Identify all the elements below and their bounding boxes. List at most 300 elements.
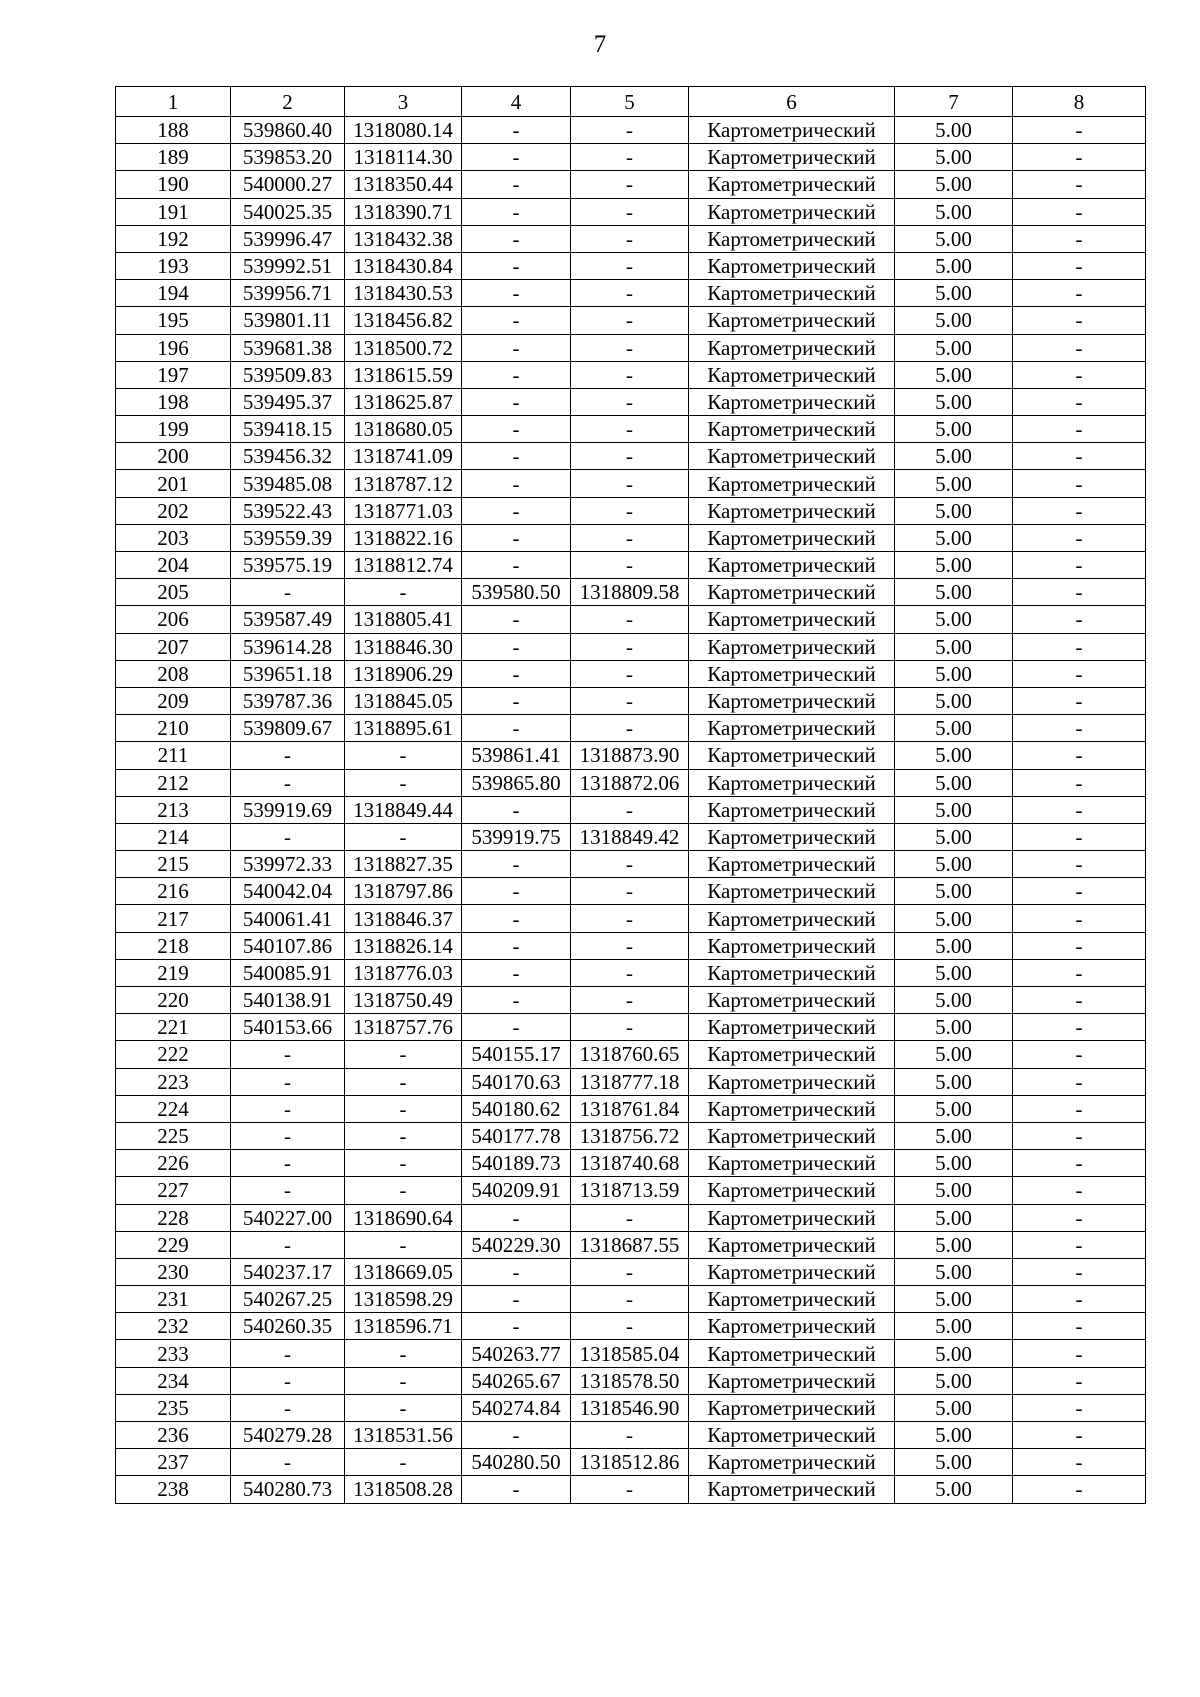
- table-cell: 206: [116, 606, 231, 633]
- table-cell: -: [462, 1476, 571, 1503]
- table-body: [116, 117, 1146, 1504]
- table-cell: 5.00: [895, 932, 1013, 959]
- table-cell: -: [462, 497, 571, 524]
- table-cell: -: [462, 171, 571, 198]
- table-cell: 1318849.44: [345, 796, 462, 823]
- table-cell: -: [462, 987, 571, 1014]
- table-cell: -: [345, 742, 462, 769]
- table-cell: 235: [116, 1394, 231, 1421]
- table-row: [116, 1367, 1146, 1394]
- table-cell: 5.00: [895, 280, 1013, 307]
- table-cell: 1318430.53: [345, 280, 462, 307]
- table-cell: 207: [116, 633, 231, 660]
- table-row: [116, 280, 1146, 307]
- table-cell: 539861.41: [462, 742, 571, 769]
- table-row: [116, 633, 1146, 660]
- table-cell: Картометрический: [689, 769, 895, 796]
- table-cell: 5.00: [895, 633, 1013, 660]
- table-cell: -: [462, 932, 571, 959]
- table-cell: 540189.73: [462, 1150, 571, 1177]
- table-cell: 539956.71: [231, 280, 345, 307]
- table-cell: 540267.25: [231, 1286, 345, 1313]
- table-cell: 196: [116, 334, 231, 361]
- table-row: [116, 1122, 1146, 1149]
- table-cell: -: [1013, 388, 1146, 415]
- table-cell: Картометрический: [689, 959, 895, 986]
- table-cell: -: [571, 606, 689, 633]
- table-cell: -: [231, 1068, 345, 1095]
- table-cell: -: [571, 905, 689, 932]
- table-cell: -: [231, 1150, 345, 1177]
- table-cell: 540155.17: [462, 1041, 571, 1068]
- table-cell: -: [345, 1095, 462, 1122]
- table-cell: 1318531.56: [345, 1422, 462, 1449]
- table-cell: 5.00: [895, 1367, 1013, 1394]
- table-cell: 214: [116, 823, 231, 850]
- table-cell: -: [1013, 1476, 1146, 1503]
- table-row: [116, 987, 1146, 1014]
- table-row: [116, 524, 1146, 551]
- table-cell: -: [571, 416, 689, 443]
- table-cell: 1318596.71: [345, 1313, 462, 1340]
- table-cell: 234: [116, 1367, 231, 1394]
- table-cell: 5.00: [895, 1394, 1013, 1421]
- table-cell: -: [571, 443, 689, 470]
- table-cell: 5.00: [895, 1286, 1013, 1313]
- table-cell: -: [231, 769, 345, 796]
- table-cell: -: [571, 878, 689, 905]
- table-cell: 539853.20: [231, 144, 345, 171]
- table-cell: -: [1013, 416, 1146, 443]
- table-cell: Картометрический: [689, 1122, 895, 1149]
- table-cell: Картометрический: [689, 1014, 895, 1041]
- table-cell: 190: [116, 171, 231, 198]
- table-cell: Картометрический: [689, 1394, 895, 1421]
- table-cell: 539522.43: [231, 497, 345, 524]
- table-cell: 1318873.90: [571, 742, 689, 769]
- table-cell: 540153.66: [231, 1014, 345, 1041]
- table-row: [116, 252, 1146, 279]
- table-cell: -: [1013, 987, 1146, 1014]
- table-cell: -: [571, 524, 689, 551]
- table-cell: -: [462, 715, 571, 742]
- table-cell: -: [345, 1122, 462, 1149]
- table-cell: Картометрический: [689, 117, 895, 144]
- table-row: [116, 1394, 1146, 1421]
- table-cell: -: [571, 851, 689, 878]
- table-cell: -: [1013, 1340, 1146, 1367]
- table-cell: -: [1013, 117, 1146, 144]
- table-cell: 540265.67: [462, 1367, 571, 1394]
- table-cell: 5.00: [895, 497, 1013, 524]
- table-cell: 1318080.14: [345, 117, 462, 144]
- table-cell: Картометрический: [689, 1177, 895, 1204]
- table-cell: 539809.67: [231, 715, 345, 742]
- table-cell: 1318508.28: [345, 1476, 462, 1503]
- table-cell: -: [1013, 1095, 1146, 1122]
- table-row: [116, 171, 1146, 198]
- table-cell: 193: [116, 252, 231, 279]
- table-cell: 229: [116, 1231, 231, 1258]
- table-cell: Картометрический: [689, 307, 895, 334]
- table-cell: -: [231, 1394, 345, 1421]
- table-cell: Картометрический: [689, 1313, 895, 1340]
- table-cell: -: [1013, 252, 1146, 279]
- table-cell: 5.00: [895, 959, 1013, 986]
- table-cell: Картометрический: [689, 552, 895, 579]
- table-cell: 5.00: [895, 1231, 1013, 1258]
- table-cell: 1318546.90: [571, 1394, 689, 1421]
- table-cell: -: [462, 1258, 571, 1285]
- table-cell: 211: [116, 742, 231, 769]
- table-cell: 539559.39: [231, 524, 345, 551]
- table-row: [116, 1204, 1146, 1231]
- table-row: [116, 225, 1146, 252]
- table-cell: 539495.37: [231, 388, 345, 415]
- table-cell: -: [1013, 878, 1146, 905]
- table-cell: Картометрический: [689, 1422, 895, 1449]
- table-cell: -: [1013, 769, 1146, 796]
- table-cell: -: [1013, 851, 1146, 878]
- table-cell: 1318846.30: [345, 633, 462, 660]
- table-cell: 1318872.06: [571, 769, 689, 796]
- table-cell: 539418.15: [231, 416, 345, 443]
- table-cell: 539580.50: [462, 579, 571, 606]
- table-row: [116, 1014, 1146, 1041]
- table-cell: 224: [116, 1095, 231, 1122]
- table-cell: -: [571, 987, 689, 1014]
- table-cell: 5.00: [895, 796, 1013, 823]
- table-cell: -: [1013, 687, 1146, 714]
- column-header-2: 2: [231, 87, 345, 117]
- table-row: [116, 1449, 1146, 1476]
- table-cell: -: [1013, 796, 1146, 823]
- column-header-8: 8: [1013, 87, 1146, 117]
- table-cell: -: [462, 905, 571, 932]
- table-row: [116, 117, 1146, 144]
- table-cell: -: [1013, 579, 1146, 606]
- table-cell: -: [1013, 1286, 1146, 1313]
- table-cell: -: [571, 280, 689, 307]
- table-cell: -: [1013, 1150, 1146, 1177]
- table-cell: 1318849.42: [571, 823, 689, 850]
- table-cell: 5.00: [895, 660, 1013, 687]
- table-cell: 227: [116, 1177, 231, 1204]
- table-cell: -: [231, 1177, 345, 1204]
- table-cell: 5.00: [895, 388, 1013, 415]
- table-cell: 1318432.38: [345, 225, 462, 252]
- column-header-6: 6: [689, 87, 895, 117]
- table-row: [116, 878, 1146, 905]
- table-cell: -: [571, 361, 689, 388]
- table-cell: -: [462, 687, 571, 714]
- table-cell: Картометрический: [689, 1449, 895, 1476]
- table-row: [116, 307, 1146, 334]
- table-cell: -: [1013, 552, 1146, 579]
- table-cell: 218: [116, 932, 231, 959]
- table-cell: -: [345, 1367, 462, 1394]
- table-cell: 5.00: [895, 416, 1013, 443]
- table-cell: -: [571, 1422, 689, 1449]
- table-cell: 1318797.86: [345, 878, 462, 905]
- table-cell: 5.00: [895, 851, 1013, 878]
- table-cell: -: [462, 1313, 571, 1340]
- table-cell: 202: [116, 497, 231, 524]
- table-cell: 540180.62: [462, 1095, 571, 1122]
- table-cell: 226: [116, 1150, 231, 1177]
- table-cell: -: [1013, 280, 1146, 307]
- column-header-7: 7: [895, 87, 1013, 117]
- table-cell: -: [1013, 959, 1146, 986]
- table-cell: Картометрический: [689, 416, 895, 443]
- table-cell: 1318585.04: [571, 1340, 689, 1367]
- table-cell: 5.00: [895, 878, 1013, 905]
- column-header-3: 3: [345, 87, 462, 117]
- table-cell: 539787.36: [231, 687, 345, 714]
- table-cell: -: [1013, 1204, 1146, 1231]
- table-cell: 5.00: [895, 117, 1013, 144]
- table-row: [116, 1041, 1146, 1068]
- table-cell: Картометрический: [689, 470, 895, 497]
- table-row: [116, 579, 1146, 606]
- table-cell: 5.00: [895, 823, 1013, 850]
- table-cell: 540042.04: [231, 878, 345, 905]
- table-cell: -: [571, 959, 689, 986]
- table-cell: 5.00: [895, 987, 1013, 1014]
- table-cell: Картометрический: [689, 1367, 895, 1394]
- table-cell: Картометрический: [689, 1150, 895, 1177]
- table-row: [116, 198, 1146, 225]
- table-row: [116, 1340, 1146, 1367]
- table-cell: 1318777.18: [571, 1068, 689, 1095]
- table-cell: 5.00: [895, 742, 1013, 769]
- table-row: [116, 470, 1146, 497]
- table-cell: -: [231, 1367, 345, 1394]
- table-cell: 228: [116, 1204, 231, 1231]
- table-cell: -: [1013, 171, 1146, 198]
- table-cell: -: [571, 660, 689, 687]
- table-cell: -: [345, 1231, 462, 1258]
- table-row: [116, 905, 1146, 932]
- table-cell: 222: [116, 1041, 231, 1068]
- table-cell: -: [462, 796, 571, 823]
- table-cell: 1318687.55: [571, 1231, 689, 1258]
- table-cell: 540209.91: [462, 1177, 571, 1204]
- table-cell: -: [1013, 1422, 1146, 1449]
- table-cell: -: [345, 1041, 462, 1068]
- table-cell: -: [571, 1313, 689, 1340]
- table-cell: 1318787.12: [345, 470, 462, 497]
- table-cell: -: [571, 144, 689, 171]
- table-cell: 540280.50: [462, 1449, 571, 1476]
- table-cell: 5.00: [895, 1313, 1013, 1340]
- table-row: [116, 796, 1146, 823]
- table-cell: -: [462, 633, 571, 660]
- table-cell: Картометрический: [689, 1095, 895, 1122]
- table-cell: 221: [116, 1014, 231, 1041]
- table-cell: 5.00: [895, 252, 1013, 279]
- table-row: [116, 1422, 1146, 1449]
- table-cell: -: [462, 878, 571, 905]
- table-cell: -: [462, 388, 571, 415]
- table-row: [116, 1476, 1146, 1503]
- table-cell: 5.00: [895, 905, 1013, 932]
- table-cell: 540000.27: [231, 171, 345, 198]
- table-cell: 1318669.05: [345, 1258, 462, 1285]
- table-cell: -: [231, 1122, 345, 1149]
- table-cell: 1318740.68: [571, 1150, 689, 1177]
- column-header-5: 5: [571, 87, 689, 117]
- table-cell: -: [1013, 633, 1146, 660]
- table-cell: 1318757.76: [345, 1014, 462, 1041]
- table-row: [116, 1231, 1146, 1258]
- table-cell: Картометрический: [689, 225, 895, 252]
- table-cell: -: [462, 144, 571, 171]
- table-cell: -: [571, 932, 689, 959]
- table-cell: 540229.30: [462, 1231, 571, 1258]
- table-cell: 540280.73: [231, 1476, 345, 1503]
- table-cell: -: [571, 388, 689, 415]
- table-cell: -: [1013, 1258, 1146, 1285]
- table-cell: 539992.51: [231, 252, 345, 279]
- table-cell: 1318500.72: [345, 334, 462, 361]
- table-cell: -: [462, 1014, 571, 1041]
- table-cell: 5.00: [895, 524, 1013, 551]
- table-cell: -: [462, 660, 571, 687]
- table-cell: 539614.28: [231, 633, 345, 660]
- table-cell: -: [345, 823, 462, 850]
- table-cell: 204: [116, 552, 231, 579]
- table-cell: -: [571, 1204, 689, 1231]
- table-cell: 1318615.59: [345, 361, 462, 388]
- table-row: [116, 606, 1146, 633]
- table-cell: 1318390.71: [345, 198, 462, 225]
- table-cell: 5.00: [895, 307, 1013, 334]
- table-cell: 540274.84: [462, 1394, 571, 1421]
- table-row: [116, 959, 1146, 986]
- table-cell: 216: [116, 878, 231, 905]
- table-cell: 1318756.72: [571, 1122, 689, 1149]
- table-cell: 213: [116, 796, 231, 823]
- table-cell: 5.00: [895, 1340, 1013, 1367]
- table-cell: Картометрический: [689, 198, 895, 225]
- page-number: 7: [593, 31, 607, 58]
- table-cell: Картометрический: [689, 1231, 895, 1258]
- table-cell: 5.00: [895, 1204, 1013, 1231]
- table-cell: 540061.41: [231, 905, 345, 932]
- table-cell: 5.00: [895, 715, 1013, 742]
- table-cell: 195: [116, 307, 231, 334]
- table-cell: -: [231, 579, 345, 606]
- table-cell: 210: [116, 715, 231, 742]
- table-cell: Картометрический: [689, 660, 895, 687]
- table-cell: -: [571, 1258, 689, 1285]
- table-cell: -: [1013, 1313, 1146, 1340]
- table-cell: -: [1013, 606, 1146, 633]
- table-cell: 5.00: [895, 606, 1013, 633]
- table-cell: 1318578.50: [571, 1367, 689, 1394]
- table-cell: Картометрический: [689, 361, 895, 388]
- table-cell: 191: [116, 198, 231, 225]
- table-cell: 219: [116, 959, 231, 986]
- table-cell: -: [571, 470, 689, 497]
- table-cell: 1318713.59: [571, 1177, 689, 1204]
- table-cell: 232: [116, 1313, 231, 1340]
- table-cell: 1318805.41: [345, 606, 462, 633]
- table-cell: 203: [116, 524, 231, 551]
- table-cell: 1318761.84: [571, 1095, 689, 1122]
- table-cell: 231: [116, 1286, 231, 1313]
- table-cell: 1318895.61: [345, 715, 462, 742]
- table-cell: 233: [116, 1340, 231, 1367]
- table-cell: 1318845.05: [345, 687, 462, 714]
- table-cell: Картометрический: [689, 987, 895, 1014]
- table-row: [116, 144, 1146, 171]
- table-cell: 5.00: [895, 1068, 1013, 1095]
- column-header-4: 4: [462, 87, 571, 117]
- table-cell: 1318826.14: [345, 932, 462, 959]
- table-cell: Картометрический: [689, 905, 895, 932]
- table-cell: Картометрический: [689, 823, 895, 850]
- table-cell: 1318350.44: [345, 171, 462, 198]
- table-row: [116, 443, 1146, 470]
- table-row: [116, 1313, 1146, 1340]
- table-cell: 197: [116, 361, 231, 388]
- table-cell: 539509.83: [231, 361, 345, 388]
- table-cell: 230: [116, 1258, 231, 1285]
- table-cell: -: [571, 1286, 689, 1313]
- table-cell: -: [571, 633, 689, 660]
- table-cell: 540263.77: [462, 1340, 571, 1367]
- table-cell: Картометрический: [689, 1340, 895, 1367]
- table-cell: -: [1013, 1122, 1146, 1149]
- table-cell: -: [571, 307, 689, 334]
- table-cell: 1318430.84: [345, 252, 462, 279]
- table-cell: -: [345, 579, 462, 606]
- table-cell: -: [1013, 1068, 1146, 1095]
- table-cell: -: [345, 1068, 462, 1095]
- table-cell: 5.00: [895, 361, 1013, 388]
- table-cell: Картометрический: [689, 851, 895, 878]
- table-cell: -: [345, 1177, 462, 1204]
- table-cell: 539865.80: [462, 769, 571, 796]
- table-row: [116, 334, 1146, 361]
- table-cell: -: [1013, 1449, 1146, 1476]
- table-cell: Картометрический: [689, 171, 895, 198]
- table-cell: -: [1013, 470, 1146, 497]
- table-cell: -: [1013, 1367, 1146, 1394]
- table-cell: 5.00: [895, 171, 1013, 198]
- table-cell: Картометрический: [689, 1286, 895, 1313]
- table-cell: 5.00: [895, 1014, 1013, 1041]
- table-row: [116, 416, 1146, 443]
- table-cell: Картометрический: [689, 1204, 895, 1231]
- table-cell: -: [571, 117, 689, 144]
- table-cell: -: [462, 307, 571, 334]
- table-cell: 539485.08: [231, 470, 345, 497]
- table-cell: -: [462, 1286, 571, 1313]
- table-cell: 1318512.86: [571, 1449, 689, 1476]
- table-cell: 539996.47: [231, 225, 345, 252]
- table-cell: -: [1013, 660, 1146, 687]
- table-row: [116, 1095, 1146, 1122]
- table-cell: 539919.75: [462, 823, 571, 850]
- table-cell: 540170.63: [462, 1068, 571, 1095]
- table-cell: 225: [116, 1122, 231, 1149]
- table-cell: -: [462, 959, 571, 986]
- table-cell: 5.00: [895, 1177, 1013, 1204]
- table-row: [116, 769, 1146, 796]
